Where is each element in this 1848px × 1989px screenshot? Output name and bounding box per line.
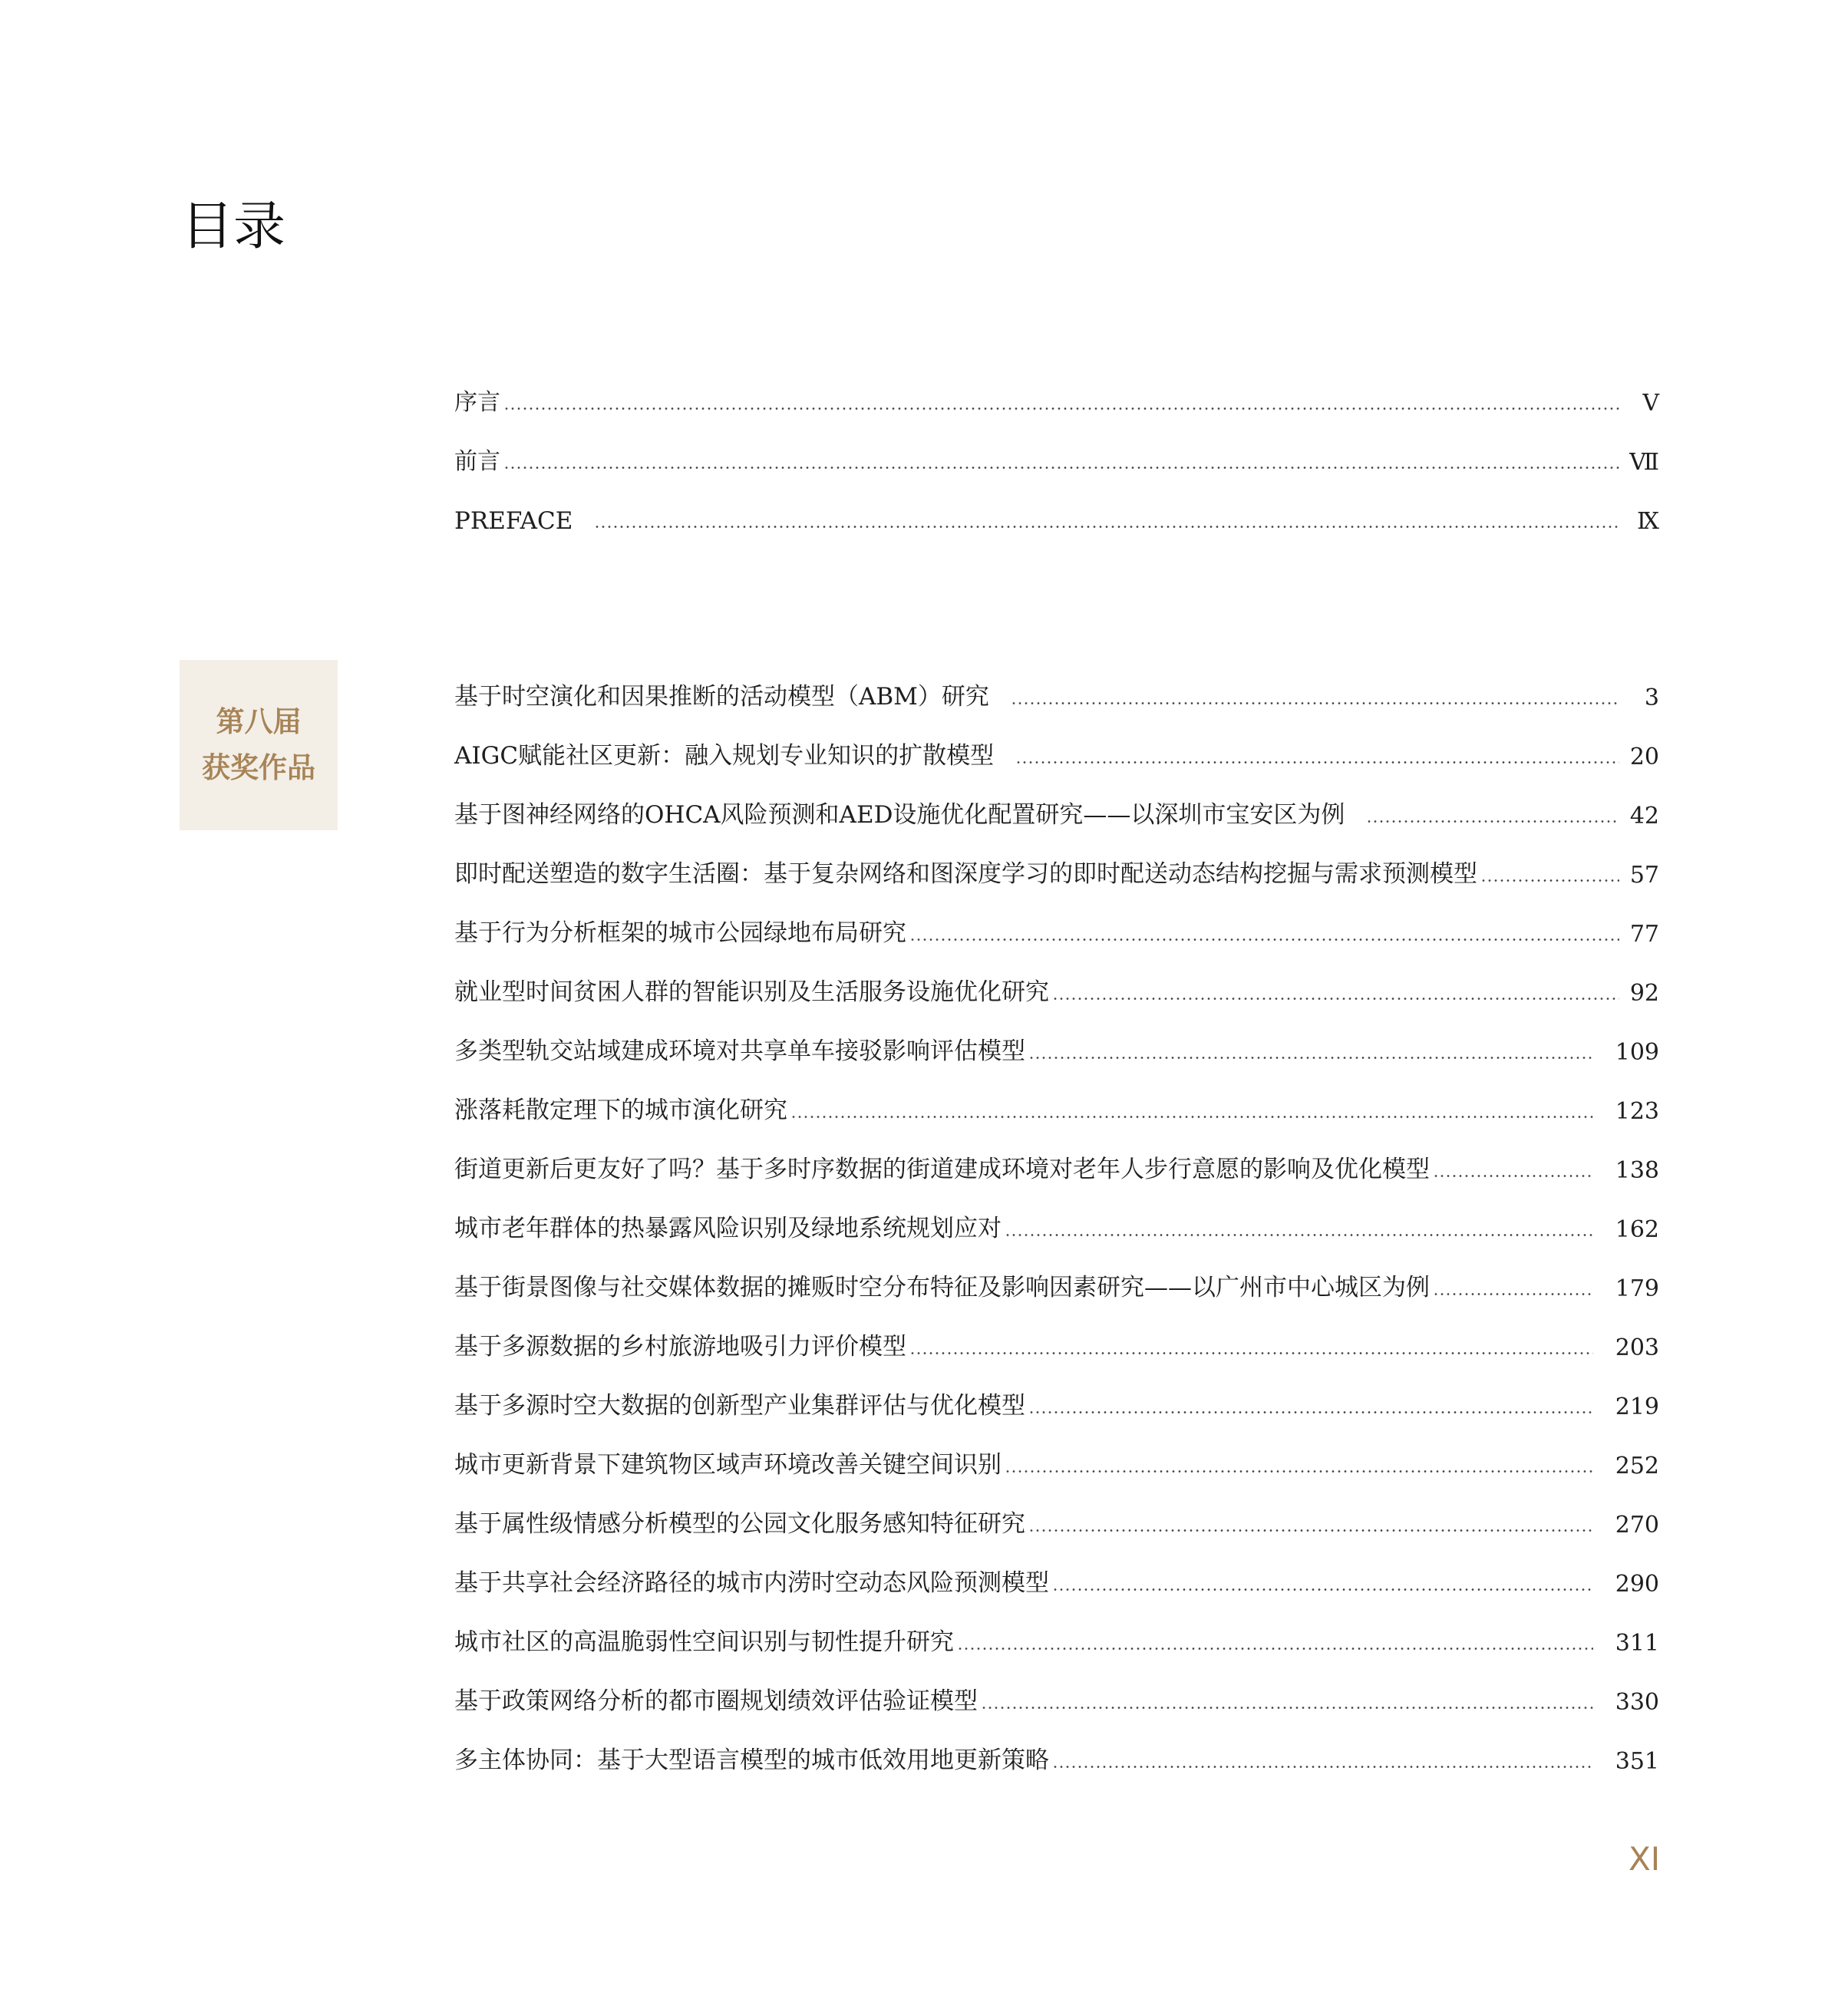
dot-leader bbox=[957, 1648, 1593, 1650]
toc-entry-page: 219 bbox=[1615, 1394, 1659, 1420]
toc-entry-page: 351 bbox=[1615, 1748, 1659, 1775]
toc-entry-title: 城市社区的高温脆弱性空间识别与韧性提升研究 bbox=[454, 1628, 954, 1656]
toc-entry-title: 街道更新后更友好了吗？基于多时序数据的街道建成环境对老年人步行意愿的影响及优化模型 bbox=[454, 1156, 1430, 1183]
toc-entry-page: 162 bbox=[1615, 1216, 1659, 1243]
dot-leader bbox=[1052, 1588, 1593, 1591]
toc-entry[interactable] bbox=[454, 711, 1659, 770]
section-tag-line1: 第八届 bbox=[216, 705, 302, 738]
dot-leader bbox=[1366, 820, 1619, 823]
dot-leader bbox=[1433, 1293, 1593, 1295]
toc-entry[interactable] bbox=[454, 652, 1659, 711]
toc-entry[interactable] bbox=[454, 1479, 1659, 1539]
toc-entry-foreword[interactable] bbox=[454, 358, 1659, 417]
toc-entry[interactable] bbox=[454, 889, 1659, 948]
toc-entry[interactable] bbox=[454, 830, 1659, 889]
dot-leader bbox=[1005, 1234, 1593, 1236]
toc-entry-page: 123 bbox=[1615, 1098, 1659, 1125]
toc-entry-title: 基于图神经网络的OHCA风险预测和AED设施优化配置研究——以深圳市宝安区为例 bbox=[454, 801, 1345, 829]
toc-entry-page: Ⅸ bbox=[1637, 508, 1659, 535]
toc-entry-title: PREFACE bbox=[454, 507, 573, 535]
toc-entry[interactable] bbox=[454, 1125, 1659, 1184]
dot-leader bbox=[1433, 1175, 1593, 1177]
toc-entry-title: 基于时空演化和因果推断的活动模型（ABM）研究 bbox=[454, 683, 989, 711]
section-tag-line2: 获奖作品 bbox=[202, 751, 315, 784]
toc-entry-page: 330 bbox=[1615, 1689, 1659, 1716]
toc-entry-title: 城市更新背景下建筑物区域声环境改善关键空间识别 bbox=[454, 1451, 1002, 1479]
toc-entry-page: 290 bbox=[1615, 1571, 1659, 1598]
dot-leader bbox=[594, 526, 1619, 528]
toc-entry[interactable] bbox=[454, 948, 1659, 1007]
toc-entry-page: 179 bbox=[1615, 1275, 1659, 1302]
toc-entry-preface-en[interactable] bbox=[454, 476, 1659, 535]
toc-entry[interactable] bbox=[454, 1361, 1659, 1420]
dot-leader bbox=[981, 1707, 1593, 1709]
toc-entry[interactable] bbox=[454, 1657, 1659, 1716]
toc-entry-page: 77 bbox=[1629, 921, 1659, 948]
toc-entry-page: 270 bbox=[1615, 1512, 1659, 1539]
toc-entry[interactable] bbox=[454, 1007, 1659, 1066]
dot-leader bbox=[1015, 761, 1619, 764]
dot-leader bbox=[1005, 1470, 1593, 1473]
award-works-list bbox=[454, 652, 1659, 1775]
dot-leader bbox=[503, 407, 1619, 410]
toc-entry-title: 基于行为分析框架的城市公园绿地布局研究 bbox=[454, 919, 906, 947]
dot-leader bbox=[909, 1352, 1593, 1354]
dot-leader bbox=[1052, 1766, 1593, 1768]
toc-entry-title: 基于属性级情感分析模型的公园文化服务感知特征研究 bbox=[454, 1510, 1025, 1538]
dot-leader bbox=[790, 1116, 1593, 1118]
dot-leader bbox=[1028, 1411, 1593, 1413]
toc-entry-preface-cn[interactable] bbox=[454, 417, 1659, 476]
toc-entry-title: 前言 bbox=[454, 448, 500, 475]
dot-leader bbox=[1028, 1529, 1593, 1532]
toc-entry-title: 城市老年群体的热暴露风险识别及绿地系统规划应对 bbox=[454, 1215, 1002, 1242]
toc-entry-title: 序言 bbox=[454, 389, 500, 416]
toc-entry-title: 基于多源数据的乡村旅游地吸引力评价模型 bbox=[454, 1333, 906, 1361]
toc-entry-page: 57 bbox=[1629, 862, 1659, 889]
dot-leader bbox=[503, 467, 1619, 469]
toc-entry-page: 203 bbox=[1615, 1334, 1659, 1361]
section-tag bbox=[180, 660, 338, 830]
toc-entry-page: 3 bbox=[1644, 684, 1659, 711]
dot-leader bbox=[909, 938, 1619, 941]
toc-entry-title: AIGC赋能社区更新：融入规划专业知识的扩散模型 bbox=[454, 742, 995, 770]
toc-entry[interactable] bbox=[454, 1184, 1659, 1243]
toc-entry-title: 即时配送塑造的数字生活圈：基于复杂网络和图深度学习的即时配送动态结构挖掘与需求预测模型 bbox=[454, 860, 1477, 888]
toc-entry-title: 基于共享社会经济路径的城市内涝时空动态风险预测模型 bbox=[454, 1569, 1049, 1597]
toc-entry-title: 基于多源时空大数据的创新型产业集群评估与优化模型 bbox=[454, 1392, 1025, 1420]
toc-entry-title: 就业型时间贫困人群的智能识别及生活服务设施优化研究 bbox=[454, 978, 1049, 1006]
dot-leader bbox=[1052, 998, 1619, 1000]
toc-entry[interactable] bbox=[454, 1539, 1659, 1598]
toc-entry-page: 20 bbox=[1629, 744, 1659, 770]
toc-entry[interactable] bbox=[454, 1066, 1659, 1125]
toc-entry-page: 42 bbox=[1629, 803, 1659, 830]
toc-entry-page: 311 bbox=[1615, 1630, 1659, 1657]
page-title: 目录 bbox=[181, 196, 286, 257]
toc-entry-page: Ⅴ bbox=[1642, 390, 1659, 417]
dot-leader bbox=[1028, 1057, 1593, 1059]
toc-entry-page: 109 bbox=[1615, 1039, 1659, 1066]
toc-entry-title: 基于街景图像与社交媒体数据的摊贩时空分布特征及影响因素研究——以广州市中心城区为例 bbox=[454, 1274, 1430, 1301]
page-number: XI bbox=[1629, 1840, 1661, 1878]
toc-entry-title: 涨落耗散定理下的城市演化研究 bbox=[454, 1097, 787, 1124]
toc-entry-page: 138 bbox=[1615, 1157, 1659, 1184]
toc-entry[interactable] bbox=[454, 1243, 1659, 1302]
toc-entry[interactable] bbox=[454, 1598, 1659, 1657]
toc-entry-title: 基于政策网络分析的都市圈规划绩效评估验证模型 bbox=[454, 1687, 978, 1715]
dot-leader bbox=[1011, 702, 1619, 704]
toc-entry-page: 252 bbox=[1615, 1453, 1659, 1479]
toc-entry-page: Ⅶ bbox=[1629, 449, 1659, 476]
front-matter-list bbox=[454, 358, 1659, 535]
toc-entry-title: 多类型轨交站域建成环境对共享单车接驳影响评估模型 bbox=[454, 1037, 1025, 1065]
toc-entry[interactable] bbox=[454, 770, 1659, 830]
toc-entry-title: 多主体协同：基于大型语言模型的城市低效用地更新策略 bbox=[454, 1747, 1049, 1774]
dot-leader bbox=[1480, 879, 1619, 882]
toc-entry[interactable] bbox=[454, 1302, 1659, 1361]
toc-entry[interactable] bbox=[454, 1716, 1659, 1775]
toc-entry-page: 92 bbox=[1629, 980, 1659, 1007]
toc-entry[interactable] bbox=[454, 1420, 1659, 1479]
